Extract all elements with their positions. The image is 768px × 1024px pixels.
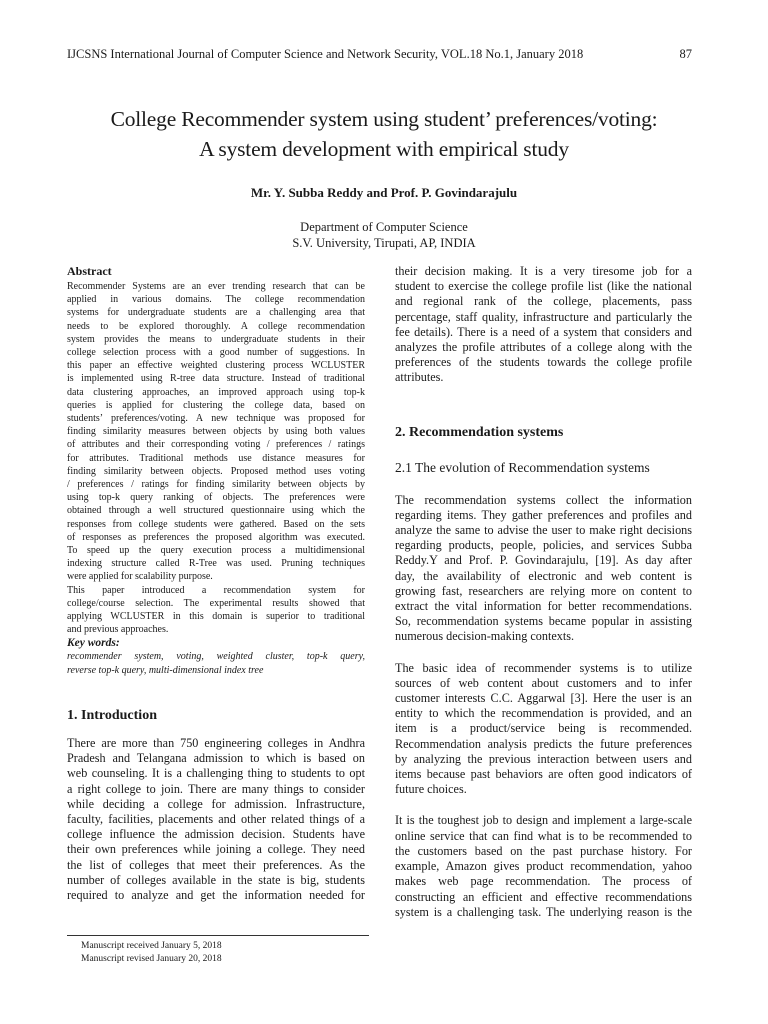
section-heading-recommendation-systems: 2. Recommendation systems	[395, 424, 564, 440]
text-line: So, recommendation systems became popular in assisting	[395, 614, 692, 629]
text-line: extract the vital information for better recommendations.	[395, 599, 692, 614]
text-line: analyze the same to advise the user to make right decisions	[395, 523, 692, 538]
text-line: / preferences / ratings for finding similarity between objects by	[67, 479, 365, 491]
text-line: growing fast, researchers are relying more on content to	[395, 583, 692, 598]
text-line: percentage, staff quality, infrastructure and particularly the	[395, 309, 692, 324]
text-line: for attributes. Traditional methods use distance measures for	[67, 452, 365, 464]
keywords-body	[67, 650, 365, 676]
text-line: reverse top-k query, multi-dimensional index tree	[67, 664, 264, 676]
text-line: web counseling. It is a challenging thing to students to opt	[67, 766, 365, 781]
text-line: using top-k query ranking of objects. The preferences were	[67, 492, 365, 504]
text-line: their own preferences while joining a college. They need	[67, 842, 365, 857]
text-line: responses from college students were gathered. Based on the sets	[67, 518, 365, 530]
text-line: systems for undergraduate students are a challenging area that	[67, 307, 365, 319]
affiliation	[0, 219, 768, 251]
text-line: recommender system, voting, weighted cluster, top-k query,	[67, 651, 365, 663]
text-line: The basic idea of recommender systems is to utilize	[395, 660, 692, 675]
section-heading-introduction: 1. Introduction	[67, 707, 157, 723]
footnote-received: Manuscript received January 5, 2018	[81, 941, 222, 951]
text-line: analyzes the profile attributes of a college along with the	[395, 340, 692, 355]
text-line: regarding products, people, policies, and services Subba	[395, 538, 692, 553]
text-line: makes web page recommendation. The process of	[395, 874, 692, 889]
text-line: Recommendation analysis predicts the future preferences	[395, 736, 692, 751]
text-line: queries is applied for clustering the college data, based on	[67, 399, 365, 411]
section2-paragraph-2	[395, 661, 692, 798]
text-line: item is a product/service being is recommended.	[395, 721, 692, 736]
footnote-revised: Manuscript revised January 20, 2018	[81, 954, 222, 964]
text-line: while deciding a college for admission. Infrastructure,	[67, 796, 365, 811]
text-line: regarding items. They gather preferences and profiles and	[395, 507, 692, 522]
text-line: entity to which the recommendation is provided, and an	[395, 706, 692, 721]
text-line: To speed up the query execution process a multidimensional	[67, 545, 365, 557]
text-line: college/course selection. The experimental results showed that	[67, 597, 365, 609]
paper-title	[0, 104, 768, 164]
footnote-divider	[67, 935, 369, 936]
text-line: obtained through a well structured questionnaire using which the	[67, 505, 365, 517]
text-line: applying WCLUSTER in this domain is superior to traditional	[67, 611, 365, 623]
page-number: 87	[679, 47, 692, 61]
text-line: students’ preferences/voting. A new technique was proposed for	[67, 413, 365, 425]
text-line: college influence the admission decision. Students have	[67, 827, 365, 842]
text-line: and previous approaches.	[67, 624, 169, 636]
abstract-heading: Abstract	[67, 264, 112, 278]
keywords-heading: Key words:	[67, 637, 120, 650]
text-line: system provides the means to undergraduate students in their	[67, 333, 365, 345]
abstract-body	[67, 280, 365, 636]
text-line: the customers based on the past purchase history. For	[395, 843, 692, 858]
subsection-heading-evolution: 2.1 The evolution of Recommendation systems	[395, 459, 650, 475]
author-line: Mr. Y. Subba Reddy and Prof. P. Govindarajulu	[250, 185, 518, 200]
text-line: system is a challenging task. The underlying reason is the	[395, 904, 692, 919]
text-line: online service that can find what is to be recommended to	[395, 828, 692, 843]
text-line: Recommender Systems are an ever trending research that can be	[67, 281, 365, 292]
left-column	[67, 264, 365, 903]
section2-paragraph-3	[395, 813, 692, 919]
text-line: finding similarity measures between objects by using both values	[67, 426, 365, 438]
journal-citation: IJCSNS International Journal of Computer Science and Network Security, VOL.18 No.1, January 2018	[67, 47, 584, 61]
title-line: College Recommender system using student’ preferences/voting:	[110, 107, 658, 131]
running-header	[67, 46, 692, 62]
text-line: applied in various domains. The college recommendation	[67, 294, 365, 306]
section2-paragraph-1	[395, 493, 692, 645]
text-line: by analyzing the previous interaction between users and	[395, 751, 692, 766]
text-line: Pradesh and Telangana admission to which is based on	[67, 751, 365, 766]
text-line: finding similarity between objects. Proposed method uses voting	[67, 465, 365, 477]
text-line: constructing an efficient and effective recommendations	[395, 889, 692, 904]
text-line: is implemented using R-tree data structure. Instead of traditional	[67, 373, 365, 385]
text-line: attributes.	[395, 370, 444, 385]
text-line: the list of colleges that meet their preferences. As the	[67, 857, 365, 872]
introduction-body	[67, 736, 365, 903]
affiliation-university: S.V. University, Tirupati, AP, INDIA	[292, 236, 476, 250]
text-line: a right college to join. There are many things to consider	[67, 781, 365, 796]
text-line: of attributes and their corresponding voting / preferences / ratings	[67, 439, 365, 451]
text-line: this paper an effective weighted clustering process WCLUSTER	[67, 360, 365, 372]
text-line: number of colleges available in the state is big, students	[67, 872, 365, 887]
text-line: numerous decision-making contexts.	[395, 629, 575, 644]
text-line: of responses as preferences the proposed algorithm was executed.	[67, 531, 365, 543]
text-line: were applied for scalability purpose.	[67, 571, 213, 583]
text-line: Reddy.Y and Prof. P. Govindarajulu, [19]. As day after	[395, 553, 692, 568]
text-line: faculty, facilities, placements and other related things of a	[67, 811, 365, 826]
text-line: It is the toughest job to design and implement a large-scale	[395, 813, 692, 828]
text-line: This paper introduced a recommendation system for	[67, 584, 365, 596]
text-line: data clustering approaches, an improved approach using top-k	[67, 386, 365, 398]
right-column	[395, 264, 692, 920]
text-line: fee details). There is a need of a system that considers and	[395, 324, 692, 339]
text-line: future choices.	[395, 782, 467, 797]
text-line: needs to be explored thoroughly. A college recommendation	[67, 320, 365, 332]
text-line: student to exercise the college profile list (like the national	[395, 279, 692, 294]
text-line: required to analyze and get the information needed for	[67, 887, 365, 902]
text-line: items because past behaviors are often good indicators of	[395, 767, 692, 782]
text-line: The recommendation systems collect the information	[395, 492, 692, 507]
text-line: and regional rank of the college, placements, pass	[395, 294, 692, 309]
text-line: their decision making. It is a very tiresome job for a	[395, 264, 692, 278]
affiliation-department: Department of Computer Science	[300, 220, 468, 234]
text-line: day, the availability of electronic and web content is	[395, 568, 692, 583]
text-line: customer interests C.C. Aggarwal [3]. Here the user is an	[395, 691, 692, 706]
text-line: indexing structure called R-Tree was used. Pruning techniques	[67, 558, 365, 570]
text-line: There are more than 750 engineering colleges in Andhra	[67, 735, 365, 750]
title-line: A system development with empirical study	[199, 137, 569, 161]
continued-paragraph	[395, 264, 692, 386]
text-line: college selection process with a good number of suggestions. In	[67, 347, 365, 359]
footnotes	[81, 940, 371, 966]
text-line: sources of web content about customers and to infer	[395, 675, 692, 690]
text-line: preferences of the students towards the college profile	[395, 355, 692, 370]
text-line: example, Amazon gives product recommendation, yahoo	[395, 859, 692, 874]
